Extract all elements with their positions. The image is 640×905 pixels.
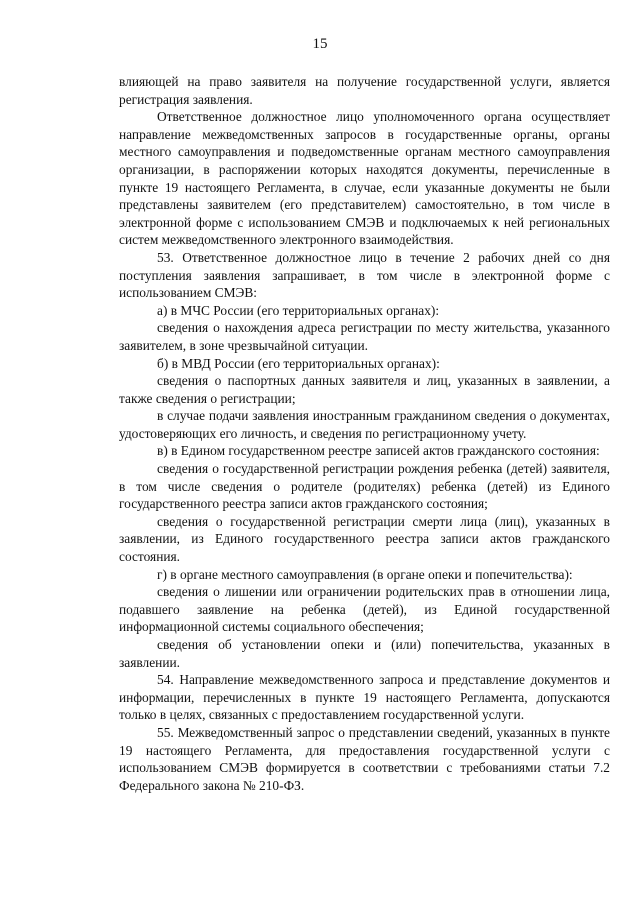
paragraph-continuation: влияющей на право заявителя на получение государственной услуги, является регистрация заявления.: [119, 74, 610, 107]
subitem-a: а) в МЧС России (его территориальных органах):: [157, 302, 440, 318]
paragraph: сведения о государственной регистрации рождения ребенка (детей) заявителя, в том числе сведения о родителе (родителях) ребенка (детей) из Единого государственного реестра записи актов гражданского состояния;: [119, 461, 610, 512]
document-body: [119, 73, 610, 794]
paragraph: Ответственное должностное лицо уполномоченного органа осуществляет направление межведомственных запросов в государственные органы, органы местного самоуправления и подведомственные органам местного самоуправления организации, в распоряжении которых находятся документы, перечисленные в пункте 19 настоящего Регламента, в случае, если указанные документы не были представлены заявителем (его представителем) самостоятельно, в том числе в электронной форме с использованием СМЭВ и подключаемых к ней региональных систем межведомственного электронного взаимодействия.: [119, 109, 610, 248]
paragraph-item-54: 54. Направление межведомственного запроса и представление документов и информации, перечисленных в пункте 19 настоящего Регламента, допускаются только в целях, связанных с предоставлением государственной услуги.: [119, 672, 610, 723]
paragraph-item-55: 55. Межведомственный запрос о представлении сведений, указанных в пункте 19 настоящего Регламента, для предоставления государственной услуги с использованием СМЭВ формируется в соответствии с требованиями статьи 7.2 Федерального закона № 210-ФЗ.: [119, 724, 610, 793]
paragraph: сведения о паспортных данных заявителя и лиц, указанных в заявлении, а также сведения о регистрации;: [119, 373, 610, 406]
subitem-g: г) в органе местного самоуправления (в органе опеки и попечительства):: [157, 566, 573, 582]
paragraph: сведения о нахождения адреса регистрации по месту жительства, указанного заявителем, в зоне чрезвычайной ситуации.: [119, 320, 610, 353]
subitem-v: в) в Едином государственном реестре записей актов гражданского состояния:: [157, 443, 600, 459]
paragraph: сведения о лишении или ограничении родительских прав в отношении лица, подавшего заявление на ребенка (детей), из Единой государственной информационной системы социального обеспечения;: [119, 584, 610, 635]
paragraph: в случае подачи заявления иностранным гражданином сведения о документах, удостоверяющих его личность, и сведения по регистрационному учету.: [119, 408, 610, 441]
page-number: 15: [312, 36, 328, 52]
paragraph: сведения о государственной регистрации смерти лица (лиц), указанных в заявлении, из Единого государственного реестра записи актов гражданского состояния.: [119, 513, 610, 565]
subitem-b: б) в МВД России (его территориальных органах):: [157, 355, 440, 371]
paragraph-item-53: 53. Ответственное должностное лицо в течение 2 рабочих дней со дня поступления заявления запрашивает, в том числе в электронной форме с использованием СМЭВ:: [119, 249, 610, 301]
paragraph: сведения об установлении опеки и (или) попечительства, указанных в заявлении.: [119, 637, 610, 670]
